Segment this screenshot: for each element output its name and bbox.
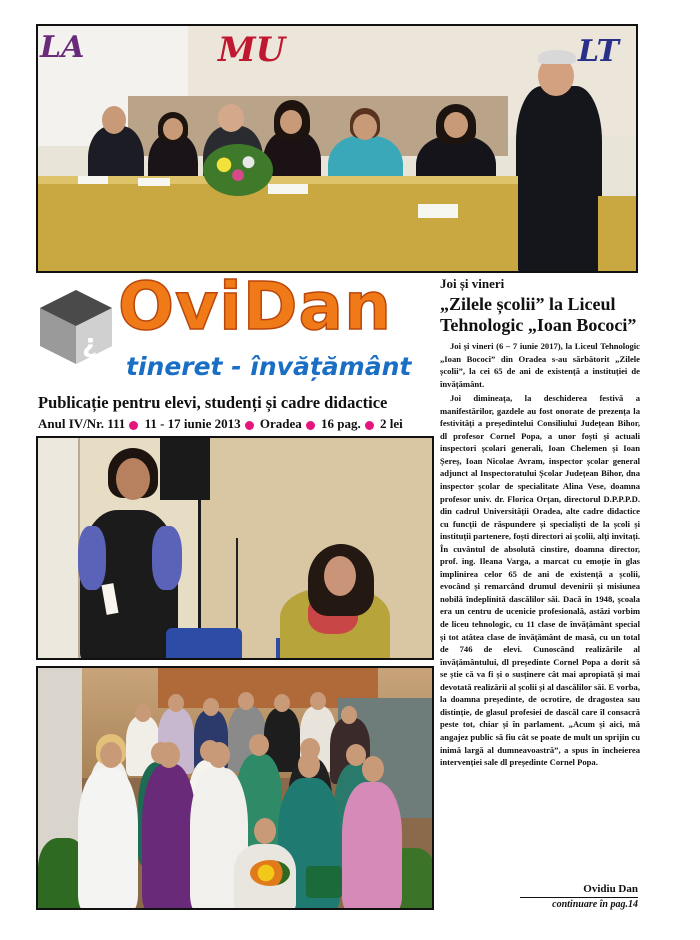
banner-lettering: LA MU LT: [40, 30, 619, 70]
article-headline: „Zilele școlii” la Liceul Tehnologic „Ioan Bococi”: [440, 294, 637, 335]
photo-group: [36, 666, 434, 910]
logo-tagline: tineret - învățământ: [126, 352, 412, 381]
article-body: Joi dimineața, la deschiderea festivă a manifestărilor, gazdele au fost onorate de prezența la festivități a președintelui Consiliului Județean Bihor, dl profesor Cornel Popa, a unor foști și actuali inspectori școlari generali, Ioan Chelemen și Ioan Șereș, Ioan Nicolae Avram, inspector școlar general adjunct al Inspectoratului Școlar Județean Bihor, dna inspector școlar de specialitate Alina Vese, doamna profesor univ. dr. Florica Orțan, directorul D.P.P.P.D. din cadrul Universității Oradea, alte cadre didactice cu funcții de răspundere și specialiști de la școli și instituții partenere, foști directori ai școlii, alți invitați. În cuvântul de absolută cinstire, doamna director, prof. ing. Ileana Varga, a marcat cu emoție în glas împlinirea celor 65 de ani de existență a școlii, evocând și remarcând drumul devenirii și misiunea nobilă îndeplinită dascălilor săi. Dacă în 1948, școala era un centru de ucenicie profesională, astăzi vorbim de liceu tehnologic, cu 11 clase de învățământ special și tot atâtea clase de învățământ de masă, cu un total de 746 de elevi. Cunoscând realizările al învățământului, dl președinte Cornel Popa a dorit să se știe că va fi și o susținere cât mai apropiată și mai devotată realizării al școlii și al dascălilor săi. E vorba, la doamna președinte, de ocrotire, de dragostea sau distinție, de glasul profesiei de dascăl care îl consacră peste tot, chiar și în parlament. „Acum și aici, mă angajez public să fiu cât se poate de mult un sprijin cu inimă largă al dumneavoastră”, a spus în încheierea intervenției sale dl președinte Cornel Popa.: [440, 393, 640, 768]
svg-text:¿: ¿: [82, 329, 98, 359]
issue-pages: 16 pag.: [321, 416, 361, 431]
handbag: [306, 866, 342, 898]
bullet-icon: [365, 421, 374, 430]
divider: [520, 897, 638, 898]
logo-wordmark: OviDan: [118, 268, 393, 345]
door: [38, 438, 80, 660]
loudspeaker: [160, 438, 210, 500]
publication-line: Publicație pentru elevi, studenți și cadre didactice: [38, 393, 388, 412]
issue-city: Oradea: [259, 416, 302, 431]
bullet-icon: [306, 421, 315, 430]
photo-presidium: [36, 24, 638, 273]
bullet-icon: [245, 421, 254, 430]
issue-volume: Anul IV/Nr. 111: [38, 416, 126, 431]
issue-dates: 11 - 17 iunie 2013: [144, 416, 241, 431]
article-kicker: Joi și vineri: [440, 276, 505, 291]
article: [440, 276, 640, 906]
issue-price: 2 lei: [380, 416, 403, 431]
article-lead: Joi și vineri (6 – 7 iunie 2017), la Liceul Tehnologic „Ioan Bococi” din Oradea s-au sărbătorit „Zilele școlii”, la cei 65 de ani de existență a instituției de învățământ.: [440, 341, 640, 389]
logo-icon: [36, 286, 116, 368]
issue-line: [38, 416, 403, 432]
article-author: Ovidiu Dan: [583, 883, 638, 895]
photo-speaker: [36, 436, 434, 660]
chair: [166, 628, 242, 660]
flower-bouquet: [203, 144, 273, 196]
speaker: [516, 86, 602, 271]
bullet-icon: [129, 421, 138, 430]
continued-link[interactable]: continuare în pag.14: [552, 899, 638, 910]
flower-bouquet: [250, 860, 290, 886]
